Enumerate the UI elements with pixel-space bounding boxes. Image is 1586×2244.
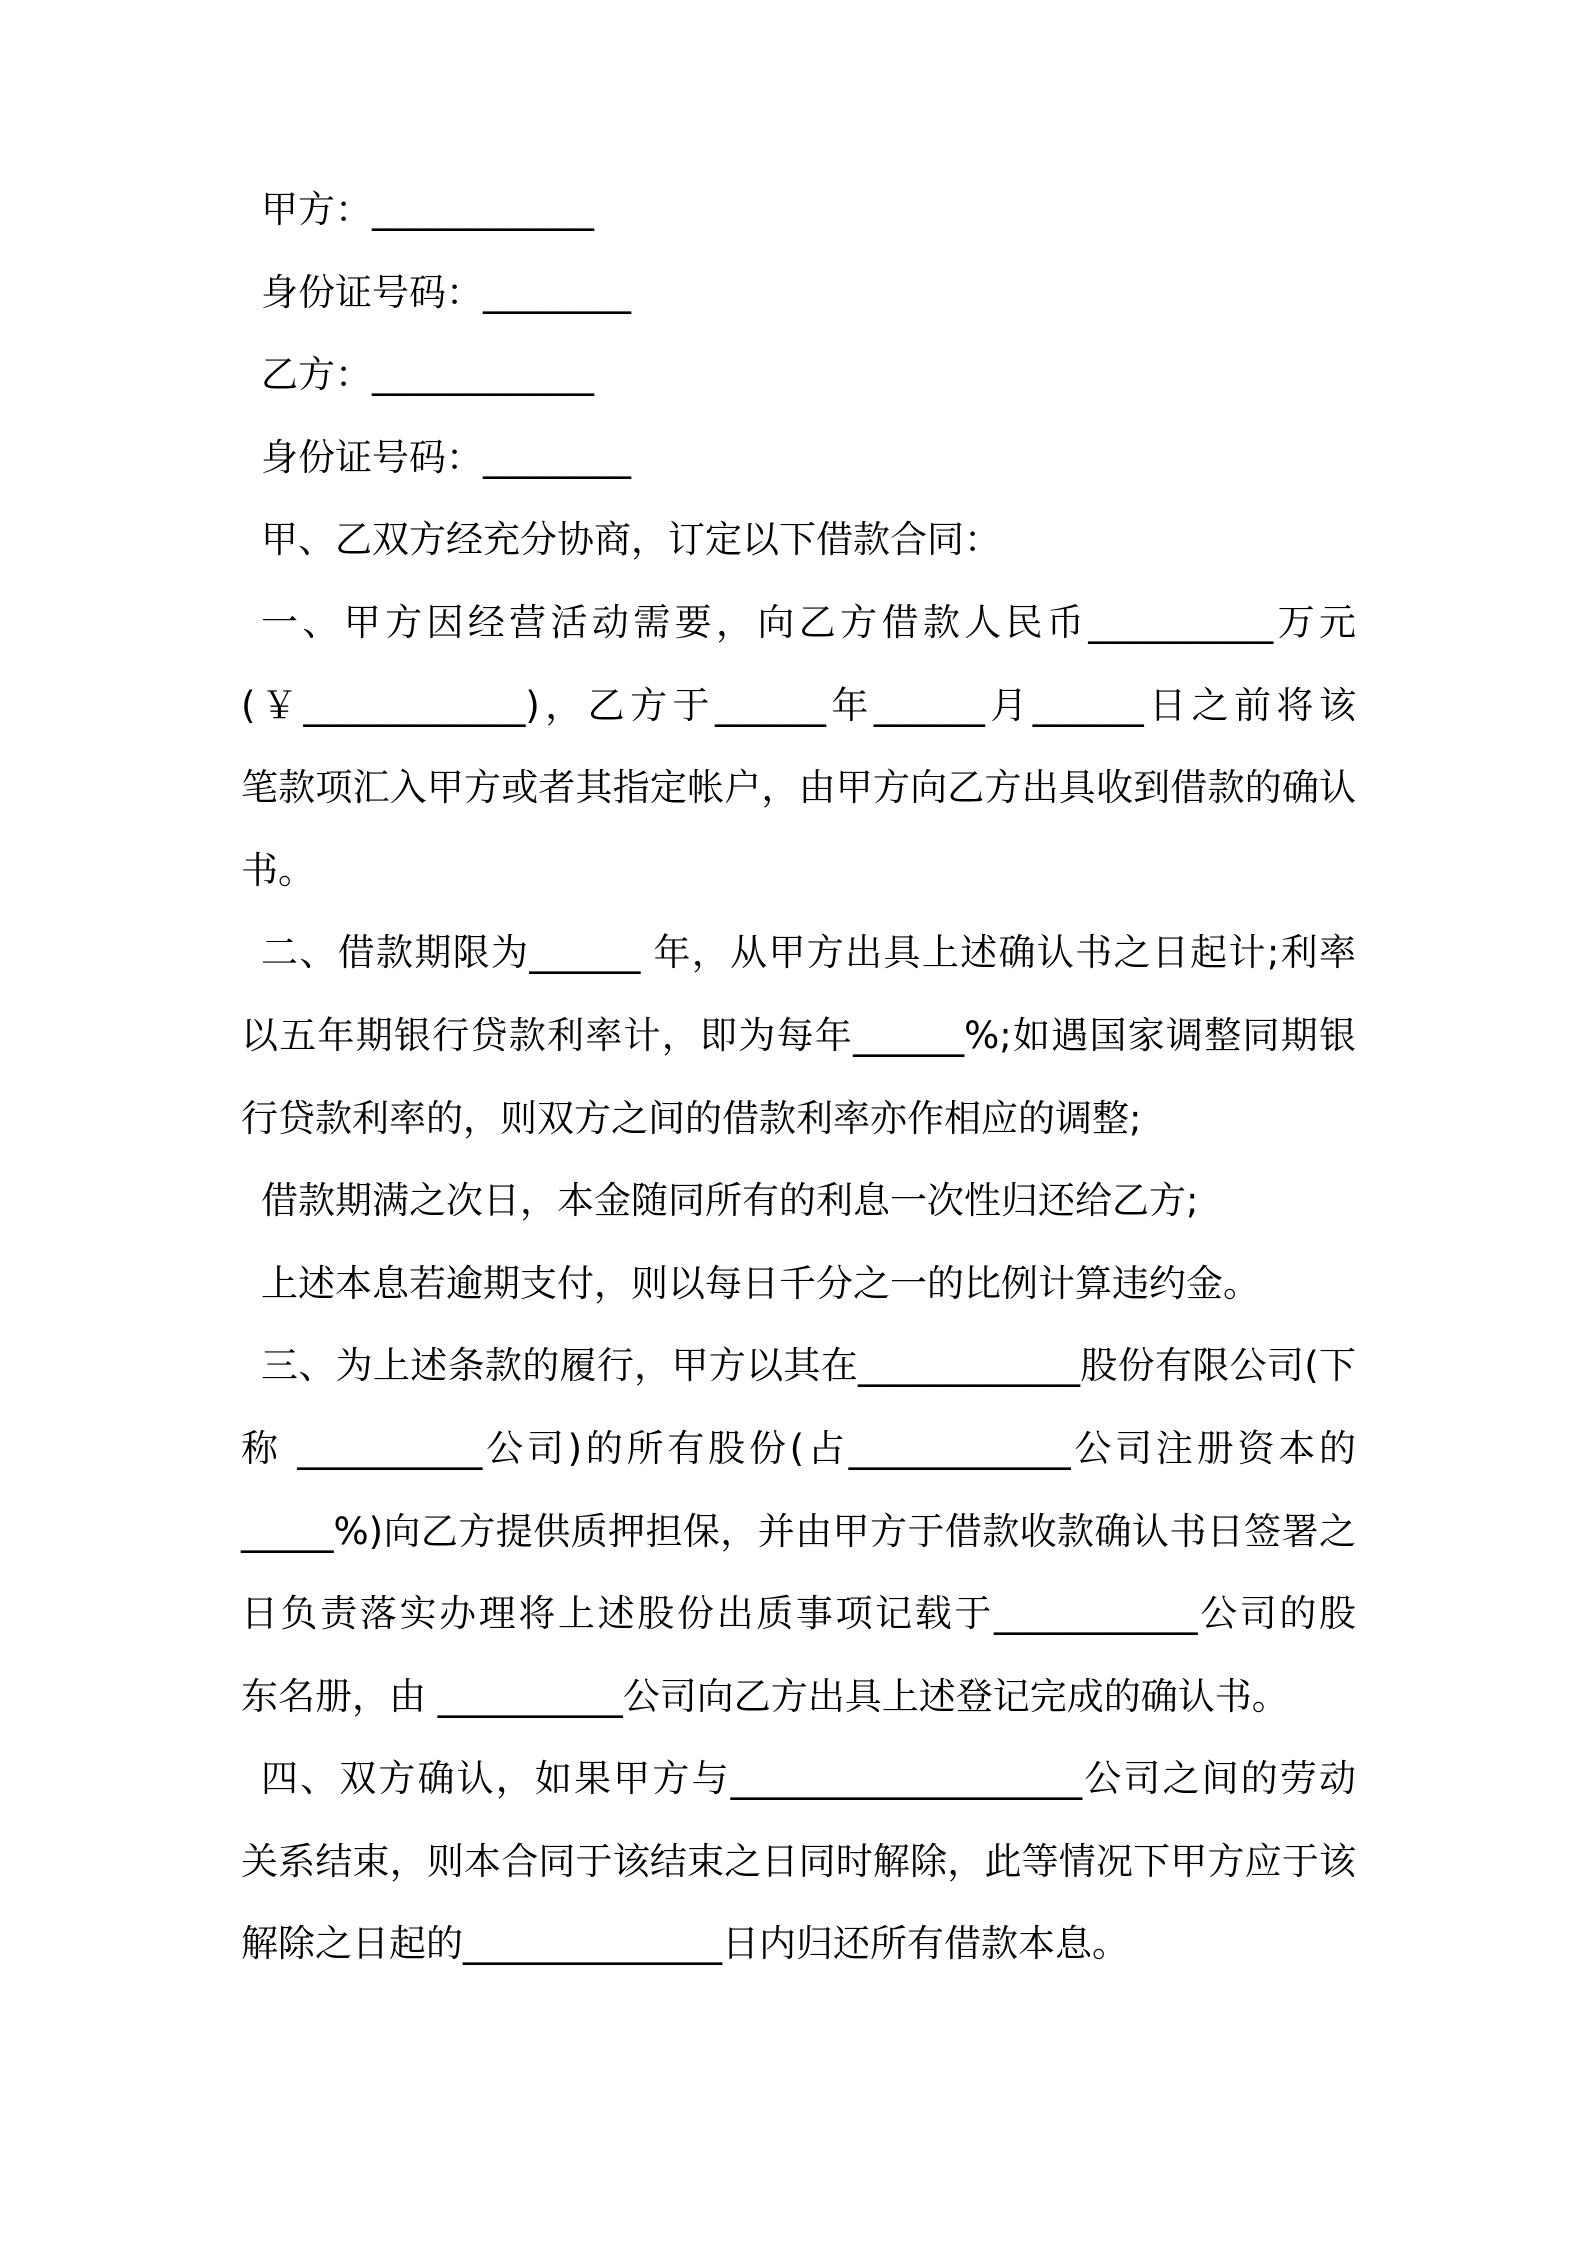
party-b-line: 乙方：____________ xyxy=(261,353,594,397)
clause-4-line-1: 四、双方确认，如果甲方与___________________公司之间的劳动 xyxy=(261,1757,1356,1801)
clause-4-line-2: 关系结束，则本合同于该结束之日同时解除，此等情况下甲方应于该 xyxy=(241,1839,1356,1883)
clause-1-line-1: 一、甲方因经营活动需要，向乙方借款人民币__________万元 xyxy=(261,600,1356,644)
clause-2-line-1: 二、借款期限为______ 年，从甲方出具上述确认书之日起计;利率 xyxy=(261,931,1356,975)
clause-3-line-1: 三、为上述条款的履行，甲方以其在____________股份有限公司(下 xyxy=(261,1344,1356,1388)
clause-3-line-4: 日负责落实办理将上述股份出质事项记载于___________公司的股 xyxy=(241,1592,1356,1636)
document-body xyxy=(241,190,1356,2007)
clause-2-line-5: 上述本息若逾期支付，则以每日千分之一的比例计算违约金。 xyxy=(261,1261,1260,1305)
clause-2-line-3: 行贷款利率的，则双方之间的借款利率亦作相应的调整; xyxy=(241,1096,1142,1140)
clause-2-line-2: 以五年期银行贷款利率计，即为每年______%;如遇国家调整同期银 xyxy=(241,1013,1356,1057)
party-b-id-line: 身份证号码：________ xyxy=(261,435,631,479)
clause-4-line-3: 解除之日起的______________日内归还所有借款本息。 xyxy=(241,1922,1129,1966)
preamble-line: 甲、乙双方经充分协商，订定以下借款合同： xyxy=(261,518,1001,562)
clause-3-line-2: 称 __________公司)的所有股份(占____________公司注册资本的 xyxy=(241,1426,1356,1470)
clause-1-line-4: 书。 xyxy=(241,848,315,892)
party-a-id-line: 身份证号码：________ xyxy=(261,270,631,314)
clause-3-line-5: 东名册，由 __________公司向乙方出具上述登记完成的确认书。 xyxy=(241,1674,1289,1718)
clause-1-line-2: (￥____________)，乙方于______年______月______日之前将该 xyxy=(241,683,1356,727)
party-a-line: 甲方：____________ xyxy=(261,188,594,231)
clause-3-line-3: _____%)向乙方提供质押担保，并由甲方于借款收款确认书日签署之 xyxy=(241,1509,1356,1553)
clause-1-line-3: 笔款项汇入甲方或者其指定帐户，由甲方向乙方出具收到借款的确认 xyxy=(241,766,1356,810)
clause-2-line-4: 借款期满之次日，本金随同所有的利息一次性归还给乙方; xyxy=(261,1179,1199,1223)
